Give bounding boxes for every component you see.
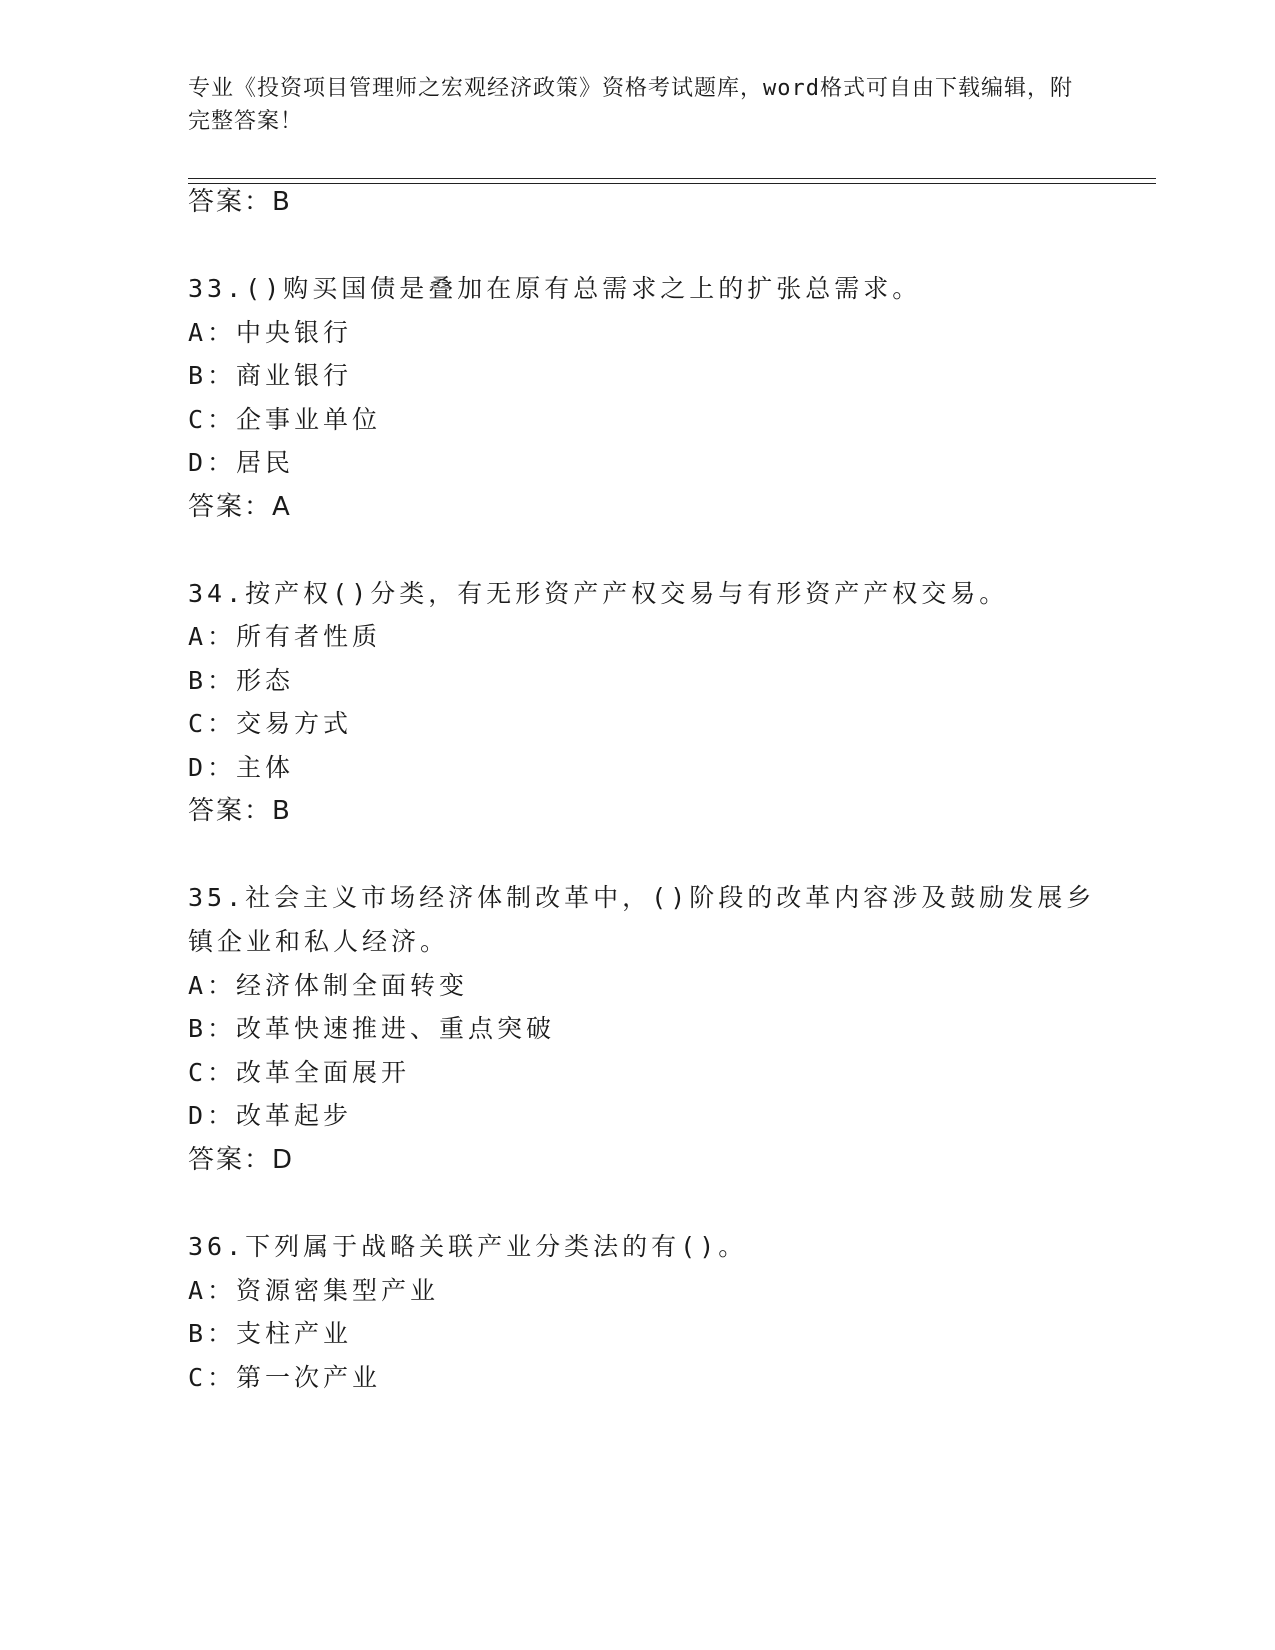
question-34-option-c: C：交易方式 [188,709,353,738]
question-35-option-b: B：改革快速推进、重点突破 [188,1014,556,1043]
question-33-answer: 答案：A [188,492,292,522]
question-35-answer: 答案：D [188,1145,295,1175]
question-33-option-c: C：企事业单位 [188,405,382,434]
question-36-option-b: B：支柱产业 [188,1319,353,1348]
page-header-text: 专业《投资项目管理师之宏观经济政策》资格考试题库，word格式可自由下载编辑，附完整答案！ [188,76,1073,134]
header-divider-top [188,178,1156,179]
question-34-option-d: D：主体 [188,753,295,782]
question-34-answer: 答案：B [188,796,292,826]
question-34-stem: 34.按产权()分类，有无形资产产权交易与有形资产产权交易。 [188,579,1009,608]
question-35-option-c: C：改革全面展开 [188,1058,411,1087]
question-36-option-a: A：资源密集型产业 [188,1276,440,1305]
question-33-option-a: A：中央银行 [188,318,353,347]
question-33-option-b: B：商业银行 [188,361,353,390]
question-34-option-b: B：形态 [188,666,295,695]
question-36-stem: 36.下列属于战略关联产业分类法的有()。 [188,1232,748,1261]
question-35-stem-line-1: 35.社会主义市场经济体制改革中，()阶段的改革内容涉及鼓励发展乡 [188,883,1096,912]
question-35-option-d: D：改革起步 [188,1101,353,1130]
question-35-option-a: A：经济体制全面转变 [188,971,469,1000]
question-33-option-d: D：居民 [188,448,295,477]
question-34-option-a: A：所有者性质 [188,622,382,651]
question-36-option-c: C：第一次产业 [188,1363,382,1392]
previous-answer: 答案：B [188,187,292,217]
question-33-stem: 33.()购买国债是叠加在原有总需求之上的扩张总需求。 [188,274,922,303]
header-divider-bottom [188,183,1156,184]
question-35-stem-line-2: 镇企业和私人经济。 [188,927,450,956]
